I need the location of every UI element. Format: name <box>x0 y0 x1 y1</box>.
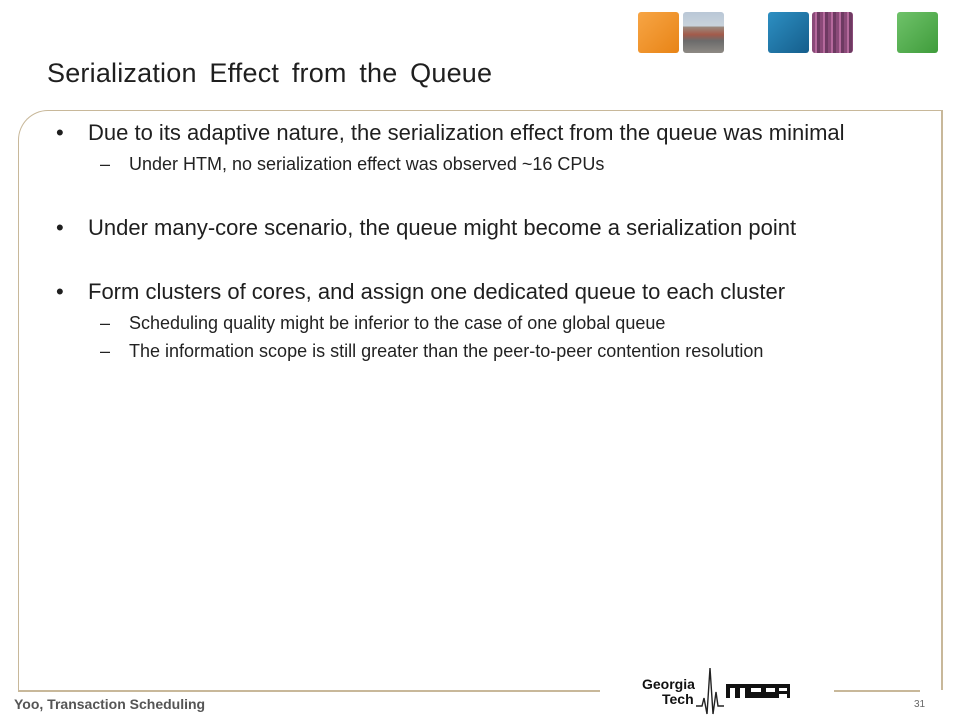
sub-bullet-item <box>56 150 916 178</box>
header-thumbnail-green <box>897 12 938 53</box>
logo-waveform <box>696 668 724 714</box>
sub-bullet-text: The information scope is still greater than the peer-to-peer contention resolution <box>129 341 764 361</box>
content-frame-right-edge <box>941 110 943 690</box>
bullet-text: Due to its adaptive nature, the serialization effect from the queue was minimal <box>88 120 845 145</box>
sub-bullet-item <box>56 337 916 365</box>
sub-bullet-item <box>56 309 916 337</box>
bullet-marker: • <box>56 215 64 240</box>
logo-graphic <box>604 662 832 720</box>
header-thumbnail-campus-photo <box>683 12 724 53</box>
logo-text-line2: Tech <box>662 691 694 707</box>
header-thumbnail-chip-photo <box>812 12 853 53</box>
bullet-item <box>56 213 916 242</box>
header-thumbnail-blue <box>768 12 809 53</box>
page-number: 31 <box>914 699 926 710</box>
bullet-text: Under many-core scenario, the queue might become a serialization point <box>88 215 797 240</box>
content-frame-bottom-left <box>18 690 600 692</box>
logo-mars-mark <box>726 684 790 698</box>
georgia-tech-mars-logo <box>604 662 832 720</box>
header-thumbnail-orange <box>638 12 679 53</box>
footer-text: Yoo, Transaction Scheduling <box>14 696 206 712</box>
slide-body <box>56 118 916 365</box>
sub-bullet-text: Under HTM, no serialization effect was observed ~16 CPUs <box>129 154 605 174</box>
bullet-marker: • <box>56 120 64 145</box>
bullet-text: Form clusters of cores, and assign one dedicated queue to each cluster <box>88 279 786 304</box>
logo-text-line1: Georgia <box>642 676 695 692</box>
bullet-item <box>56 118 916 147</box>
bullet-item <box>56 277 916 306</box>
sub-bullet-text: Scheduling quality might be inferior to the case of one global queue <box>129 313 666 333</box>
sub-bullet-marker: – <box>100 154 111 174</box>
sub-bullet-marker: – <box>100 341 111 361</box>
slide-title: Serialization Effect from the Queue <box>47 58 493 88</box>
bullet-marker: • <box>56 279 64 304</box>
content-frame-bottom-right <box>834 690 920 692</box>
sub-bullet-marker: – <box>100 313 111 333</box>
